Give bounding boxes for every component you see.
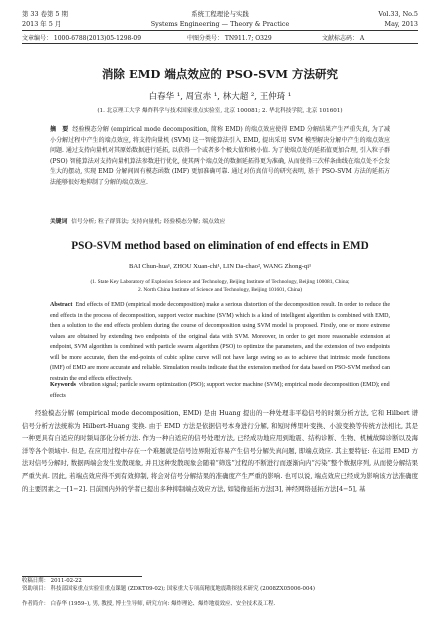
footnote-funding: 资助项目： 科技部国家重点实验室重点课题 (ZDKT09-02); 国家重大专项高精度地震勘探技术研究 (2008ZX05006-004) xyxy=(22,586,315,592)
header-date-en: May, 2013 xyxy=(384,20,418,28)
footnote-rule xyxy=(22,576,142,577)
footnote-received: 收稿日期： 2011-02-22 xyxy=(22,578,82,584)
authors-cn: 白春华 ¹, 周宣赤 ¹, 林大超 ², 王仲琦 ¹ xyxy=(148,92,292,102)
affiliation-en-line-1: (1. State Key Laboratory of Explosion Science and Technology, Beijing Institute of Technology, Beijing 100081, China; xyxy=(90,279,350,285)
header-volume-cn: 第 33 卷第 5 期 xyxy=(22,10,68,18)
abstract-en-text: End effects of EMD (empirical mode decomposition) make a serious distortion of the decomposition result. In order to reduce the end effects in the process of decomposition, support vector machine (SVM) which is a kind of intelligent algorithm is combined with EMD, then a solution to the end effects problem during the course of decomposition using SVM model is proposed. Firstly, one or more extreme values are obtained by extending two endpoints of the original data with SVM. Moreover, in order to get more reasonable extension at endpoint, SVM algorithm is combined with particle swarm algorithm (PSO) to optimize the parameters, and the extension of two endpoints will be more accurate, then the end-points of cubic spline curve will not have large swing so as to achieve that intrinsic mode functions (IMF) of EMD are more accurate and reliable. Simulation results indicate that the extension method for data based on PSO-SVM method can restrain the end effects effectively. xyxy=(50,302,390,382)
keywords-cn-label: 关键词 xyxy=(50,219,68,225)
abstract-en-label: Abstract xyxy=(50,302,73,308)
running-header-bottom xyxy=(22,20,418,29)
classification-rule xyxy=(22,43,418,44)
header-journal-en: Systems Engineering — Theory & Practice xyxy=(150,20,290,28)
abstract-cn xyxy=(50,125,390,188)
document-code: 文献标志码： A xyxy=(322,35,365,42)
authors-en: BAI Chun-hua¹, ZHOU Xuan-chi¹, LIN Da-chao², WANG Zhong-qi¹ xyxy=(128,263,312,270)
article-id: 文章编号： 1000-6788(2013)05-1298-09 xyxy=(22,35,142,42)
body-paragraph: 经验模态分解 (empirical mode decomposition, EMD) 是由 Huang 提出的一种处理非平稳信号的时频分析方法, 它和 Hilbert 谱信号分析方法统称为 Hilbert-Huang 变换. 由于 EMD 方法是依据信号本身进行分解, 和短时傅里叶变换、小波变换等传统方法相比, 其是一种更具有自适应的时频局部化分析方法. 作为一种自适应的信号处理方法, 已经成功地应用到地震、结构诊断、生物、机械故障诊断以及海洋等各个领域中. 但是, 在应用过程中存在一个难题就是信号边界附近容易产生信号分解失真问题, 即端点效应. 其主要特征: 在运用 EMD 方法对信号分解时, 数据两端会发生发散现象, 并且这种发散现象会随着“筛选”过程的不断进行而逐渐向内“污染”整个数据序列, 从而使分解结果严重失真. 因此, 若端点效应得不到有效抑制, 将会对信号分解结果的准确度产生严重的影响. 也可以说, 端点效应已经成为影响该方法准确度的主要因素之一[1−2]. 目前国内外的学者已提出多种抑制端点效应方法, 如镜像延拓方法[3], 神经网络延拓方法[4−5], 基 xyxy=(22,409,418,493)
abstract-en xyxy=(50,300,390,384)
header-journal-cn: 系统工程理论与实践 xyxy=(191,10,249,18)
header-rule xyxy=(22,30,418,31)
affiliation-en-line-2: 2. North China Institute of Science and Technology, Beijing 101601, China) xyxy=(137,286,302,293)
keywords-cn-text: 信号分析; 粒子群算法; 支持向量机; 经验模态分解; 端点效应 xyxy=(71,219,226,225)
classification-line xyxy=(22,33,418,42)
paper-title-cn: 消除 EMD 端点效应的 PSO-SVM 方法研究 xyxy=(101,67,339,81)
keywords-en-label: Keywords xyxy=(50,382,76,388)
keywords-en-text: vibration signal; particle swarm optimization (PSO); support vector machine (SVM); empirical mode decomposition (EMD); end effects xyxy=(50,382,390,399)
footnote-author-bio: 作者简介： 白春华 (1959–), 男, 教授, 博士生导师, 研究方向: 爆炸理论、爆炸地震效应、安全技术及工程. xyxy=(22,601,276,607)
keywords-cn xyxy=(50,218,390,226)
affiliation-cn: (1. 北京理工大学 爆炸科学与技术国家重点实验室, 北京 100081; 2. 华北科技学院, 北京 101601) xyxy=(97,108,343,114)
paper-title-en: PSO-SVM method based on elimination of end effects in EMD xyxy=(71,240,369,252)
header-date-cn: 2013 年 5 月 xyxy=(22,20,62,28)
header-volume-en: Vol.33, No.5 xyxy=(378,10,418,18)
running-header-top xyxy=(22,10,418,19)
keywords-en xyxy=(50,380,390,401)
abstract-cn-label: 摘 要 xyxy=(50,126,69,133)
affiliation-en xyxy=(40,279,400,294)
clc-number: 中图分类号： TN911.7; O329 xyxy=(187,35,272,42)
abstract-cn-text: 经验模态分解 (empirical mode decomposition, 简称 EMD) 的端点效应使得 EMD 分解结果产生严重失真, 为了减小分解过程中产生的端点效应, 将支持向量机 (SVM) 这一智能算法引入 EMD, 提出采用 SVM 模型解决分解中产生的端点效应问题. 通过支持向量机对其原始数据进行延拓, 以获得一个或者多个极大值和极小值. 为了使端点处的延拓值更加合理, 引入粒子群 (PSO) 智能算法对支持向量机算法参数进行优化, 使其两个端点处的数据延拓得更为准确, 从而使得三次样条曲线在端点处不会发生大的摆动, 实现 EMD 分解间固有模态函数 (IMF) 更加准确可靠. 通过对仿真信号的研究表明, 基于 PSO-SVM 方法的延拓方法能够很好地抑制了分解的端点效应. xyxy=(50,126,390,186)
